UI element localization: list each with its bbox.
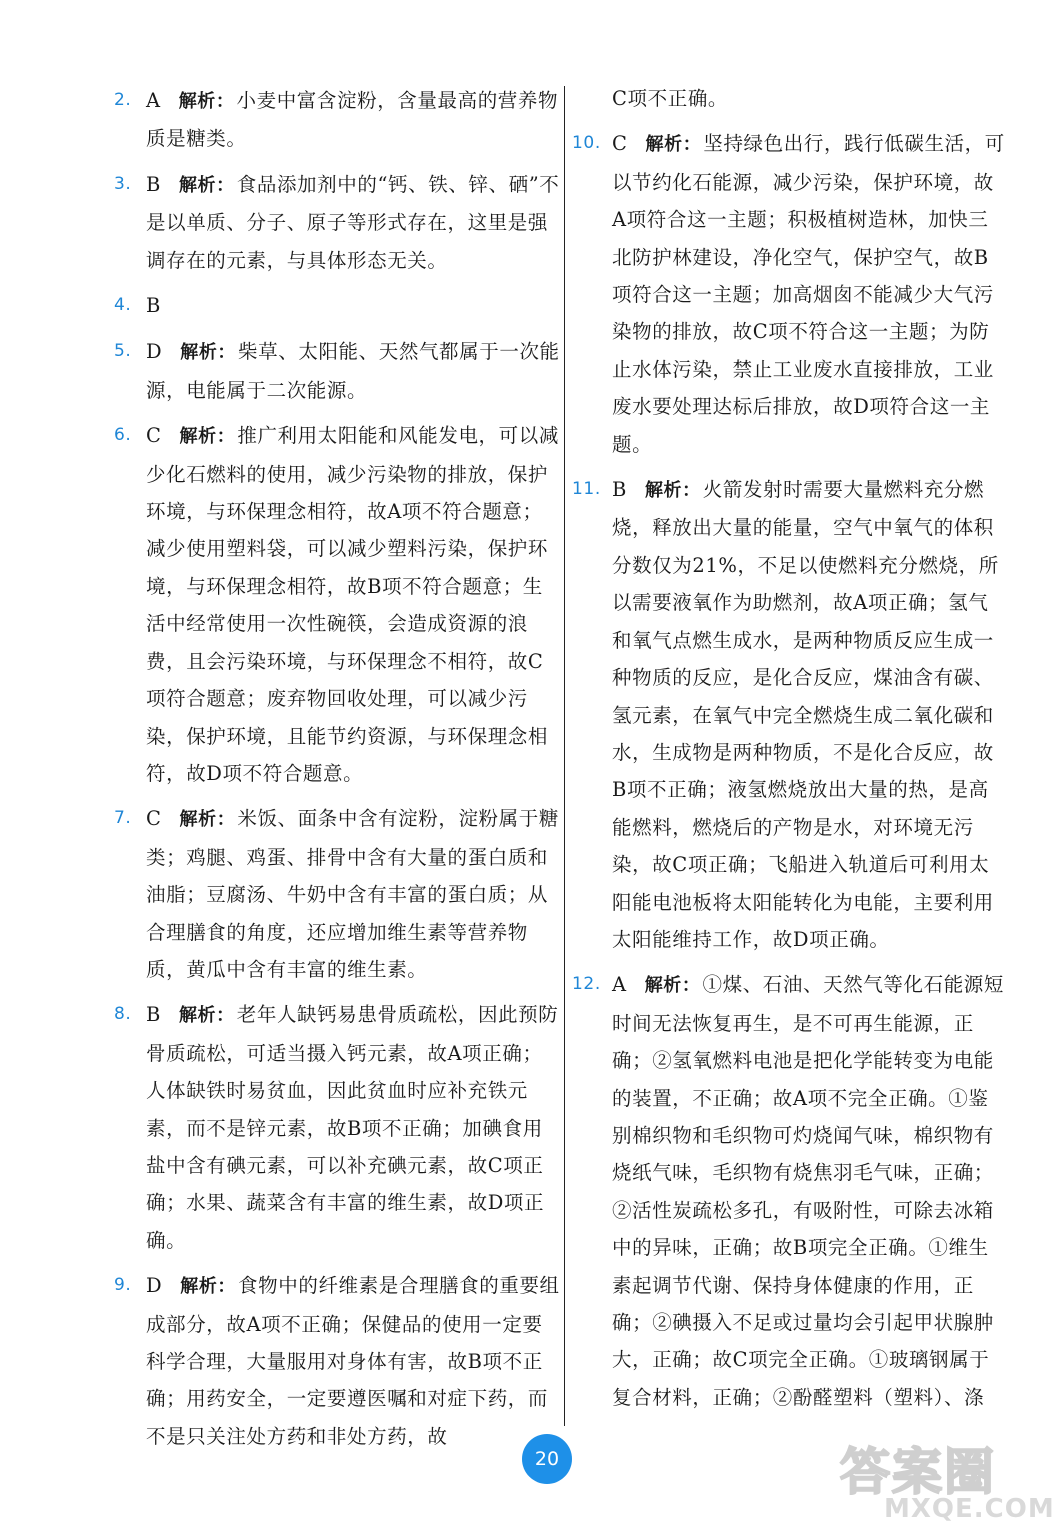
answer-item-3 bbox=[114, 166, 562, 279]
analysis-text: 小麦中富含淀粉，含量最高的营养物质是糖类。 bbox=[146, 89, 559, 151]
answer-item-10 bbox=[572, 125, 1008, 463]
right-column bbox=[572, 80, 1008, 1424]
analysis-text: 柴草、太阳能、天然气都属于一次能源，电能属于二次能源。 bbox=[146, 340, 560, 402]
answer-letter: B bbox=[146, 172, 161, 196]
answer-item-12 bbox=[572, 966, 1008, 1416]
question-number: 12. bbox=[572, 974, 601, 995]
analysis-text: ①煤、石油、天然气等化石能源短时间无法恢复再生，是不可再生能源，正确；②氢氧燃料电池是把化学能转变为电能的装置，不正确；故A项不完全正确。①鉴别棉织物和毛织物可灼烧闻气味，棉织物有烧纸气味，毛织物有烧焦羽毛气味，正确；②活性炭疏松多孔，有吸附性，可除去冰箱中的异味，正确；故B项完全正确。①维生素起调节代谢、保持身体健康的作用，正确；②碘摄入不足或过量均会引起甲状腺肿大，正确；故C项完全正确。①玻璃钢属于复合材料，正确；②酚醛塑料（塑料）、涤 bbox=[612, 973, 1005, 1409]
watermark-logo bbox=[838, 1432, 1055, 1528]
analysis-label: 解析： bbox=[178, 91, 235, 112]
analysis-text: 推广利用太阳能和风能发电，可以减少化石燃料的使用，减少污染物的排放，保护环境，与环保理念相符，故A项不符合题意；减少使用塑料袋，可以减少塑料污染，保护环境，与环保理念相符，故B项不符合题意；生活中经常使用一次性碗筷，会造成资源的浪费，且会污染环境，与环保理念不相符，故C项符合题意；废弃物回收处理，可以减少污染，保护环境，且能节约资源，与环保理念相符，故D项不符合题意。 bbox=[146, 424, 559, 785]
analysis-label: 解析： bbox=[644, 975, 701, 997]
answer-letter: B bbox=[612, 478, 627, 502]
analysis-label: 解析： bbox=[645, 134, 702, 156]
answer-letter: B bbox=[146, 294, 161, 318]
analysis-text: 米饭、面条中含有淀粉，淀粉属于糖类；鸡腿、鸡蛋、排骨中含有大量的蛋白质和油脂；豆腐汤、牛奶中含有丰富的蛋白质；从合理膳食的角度，还应增加维生素等营养物质，黄瓜中含有丰富的维生素。 bbox=[146, 807, 559, 981]
analysis-label: 解析： bbox=[180, 1276, 237, 1298]
question-number: 11. bbox=[572, 479, 601, 500]
answer-letter: A bbox=[612, 973, 627, 997]
watermark-text-en: MXQE.COM bbox=[884, 1494, 1055, 1524]
page-number-badge: 20 bbox=[522, 1434, 572, 1484]
analysis-label: 解析： bbox=[178, 1005, 235, 1027]
question-number: 8. bbox=[114, 1004, 132, 1025]
answer-letter: C bbox=[612, 132, 628, 156]
analysis-label: 解析： bbox=[179, 809, 236, 831]
answer-letter: D bbox=[146, 340, 163, 364]
analysis-text: 食物中的纤维素是合理膳食的重要组成部分，故A项不正确；保健品的使用一定要科学合理，大量服用对身体有害，故B项不正确；用药安全，一定要遵医嘱和对症下药，而不是只关注处方药和非处方药，故 bbox=[146, 1274, 560, 1448]
analysis-text: 火箭发射时需要大量燃料充分燃烧，释放出大量的能量，空气中氧气的体积分数仅为21%，不足以使燃料充分燃烧，所以需要液氧作为助燃剂，故A项正确；氢气和氧气点燃生成水，是两种物质反应生成一种物质的反应，是化合反应，煤油含有碳、氢元素，在氧气中完全燃烧生成二氧化碳和水，生成物是两种物质，不是化合反应，故B项不正确；液氢燃烧放出大量的热，是高能燃料，燃烧后的产物是水，对环境无污染，故C项正确；飞船进入轨道后可利用太阳能电池板将太阳能转化为电能，主要利用太阳能维持工作，故D项正确。 bbox=[612, 478, 999, 951]
answer-item-4 bbox=[114, 287, 562, 325]
answer-letter: B bbox=[146, 1003, 161, 1027]
answer-item-5 bbox=[114, 333, 562, 409]
question-number: 2. bbox=[114, 90, 132, 110]
analysis-label: 解析： bbox=[179, 426, 236, 448]
answer-item-6 bbox=[114, 417, 562, 792]
answer-letter: D bbox=[146, 1274, 163, 1298]
answer-item-11 bbox=[572, 471, 1008, 958]
question-number: 4. bbox=[114, 295, 132, 316]
column-divider bbox=[564, 86, 565, 1426]
answer-item-8 bbox=[114, 996, 562, 1259]
answer-item-9 bbox=[114, 1267, 562, 1455]
analysis-text: 食品添加剂中的“钙、铁、锌、硒”不是以单质、分子、原子等形式存在，这里是强调存在的元素，与具体形态无关。 bbox=[146, 172, 560, 272]
question-number: 3. bbox=[114, 173, 132, 194]
question-number: 9. bbox=[114, 1275, 132, 1296]
answer-letter: C bbox=[146, 424, 162, 448]
watermark-text-cn: 答案圈 bbox=[840, 1443, 996, 1501]
question-number: 7. bbox=[114, 808, 132, 829]
question-number: 10. bbox=[572, 133, 601, 154]
continuation-text: C项不正确。 bbox=[612, 87, 729, 110]
answer-item-7 bbox=[114, 800, 562, 988]
analysis-label: 解析： bbox=[180, 342, 237, 364]
analysis-label: 解析： bbox=[178, 174, 235, 196]
question-number: 5. bbox=[114, 341, 132, 362]
analysis-text: 坚持绿色出行，践行低碳生活，可以节约化石能源，减少污染，保护环境，故A项符合这一主题；积极植树造林，加快三北防护林建设，净化空气，保护空气，故B项符合这一主题；加高烟囱不能减少大气污染物的排放，故C项不符合这一主题；为防止水体污染，禁止工业废水直接排放，工业废水要处理达标后排放，故D项符合这一主题。 bbox=[612, 132, 1005, 456]
answer-item-2 bbox=[114, 82, 562, 158]
answer-letter: A bbox=[146, 89, 161, 112]
answer-letter: C bbox=[146, 807, 162, 831]
analysis-text: 老年人缺钙易患骨质疏松，因此预防骨质疏松，可适当摄入钙元素，故A项正确；人体缺铁时易贫血，因此贫血时应补充铁元素，而不是锌元素，故B项不正确；加碘食用盐中含有碘元素，可以补充碘元素，故C项正确；水果、蔬菜含有丰富的维生素，故D项正确。 bbox=[146, 1003, 559, 1252]
left-column bbox=[114, 82, 562, 1463]
question-number: 6. bbox=[114, 425, 132, 446]
analysis-label: 解析： bbox=[644, 480, 701, 502]
